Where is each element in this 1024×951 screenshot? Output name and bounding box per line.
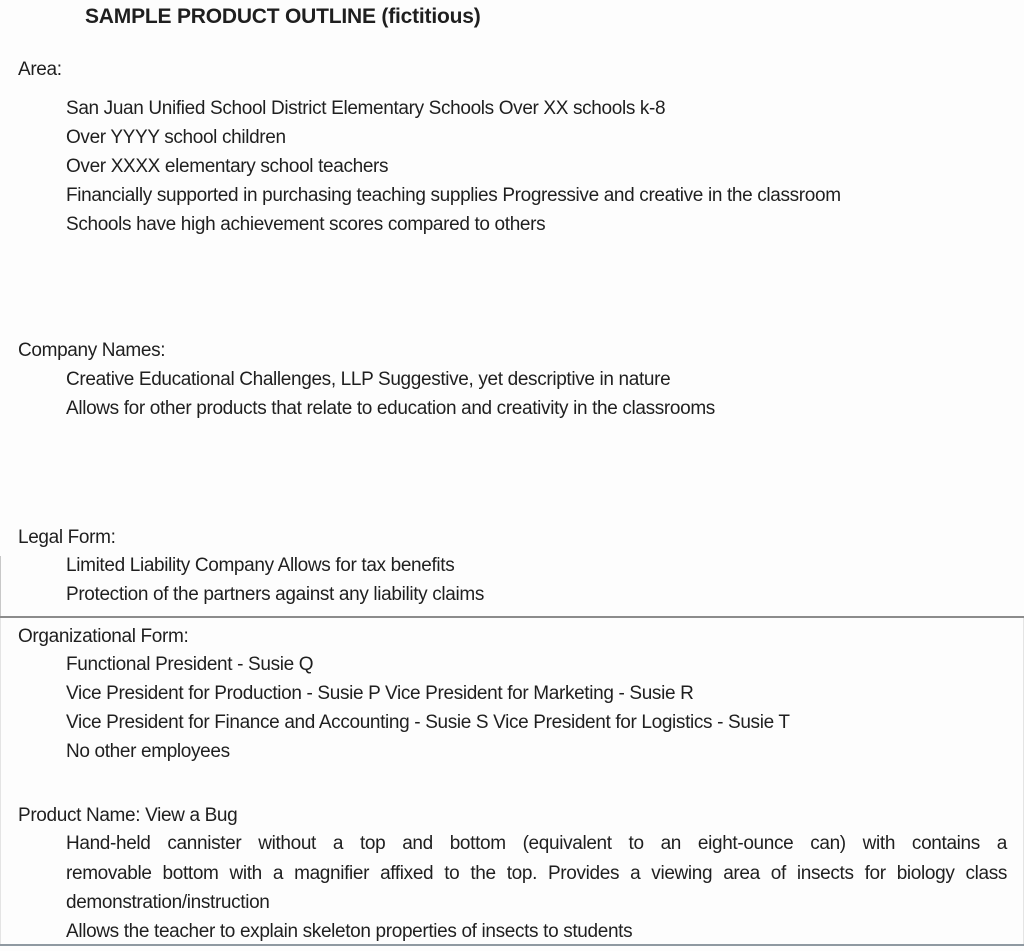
section-body-legal-form: [66, 551, 484, 609]
section-body-company-names: [66, 365, 715, 423]
section-heading-company-names: Company Names:: [18, 340, 166, 361]
body-line: Over XXXX elementary school teachers: [66, 156, 389, 177]
body-line: San Juan Unified School District Elementary Schools Over XX schools k-8: [66, 98, 666, 119]
section-heading-product-name: Product Name: View a Bug: [18, 805, 238, 826]
section-heading-area: Area:: [18, 59, 62, 80]
body-line: Limited Liability Company Allows for tax benefits: [66, 555, 455, 576]
body-line: Functional President - Susie Q: [66, 654, 314, 675]
horizontal-divider-top: [0, 616, 1024, 618]
horizontal-divider-bottom: [0, 944, 1024, 946]
section-body-product-name: [66, 917, 632, 946]
body-line: Allows the teacher to explain skeleton properties of insects to students: [66, 921, 633, 942]
body-line: Vice President for Production - Susie P Vice President for Marketing - Susie R: [66, 683, 694, 704]
body-line: Protection of the partners against any liability claims: [66, 584, 484, 605]
body-line: Schools have high achievement scores compared to others: [66, 214, 546, 235]
table-border-left-upper: [0, 556, 1, 616]
table-border-left: [0, 618, 1, 944]
section-body-area: [66, 94, 841, 239]
body-line: Creative Educational Challenges, LLP Suggestive, yet descriptive in nature: [66, 369, 671, 390]
body-line: Over YYYY school children: [66, 127, 286, 148]
section-heading-legal-form: Legal Form:: [18, 527, 116, 548]
body-line-justified: removable bottom with a magnifier affixed to the top. Provides a viewing area of insects for biology class: [66, 862, 1007, 884]
section-body-organizational-form: [66, 650, 790, 766]
product-description-paragraph: [66, 829, 1007, 918]
section-heading-organizational-form: Organizational Form:: [18, 626, 189, 647]
body-line: Vice President for Finance and Accounting - Susie S Vice President for Logistics - Susie T: [66, 712, 790, 733]
body-line-justified: Hand-held cannister without a top and bottom (equivalent to an eight-ounce can) with contains a: [66, 833, 1007, 854]
document-title: SAMPLE PRODUCT OUTLINE (fictitious): [85, 5, 481, 28]
body-line: Financially supported in purchasing teaching supplies Progressive and creative in the classroom: [66, 185, 841, 206]
body-line: demonstration/instruction: [66, 892, 270, 913]
body-line: Allows for other products that relate to education and creativity in the classrooms: [66, 398, 715, 419]
body-line: No other employees: [66, 741, 230, 762]
